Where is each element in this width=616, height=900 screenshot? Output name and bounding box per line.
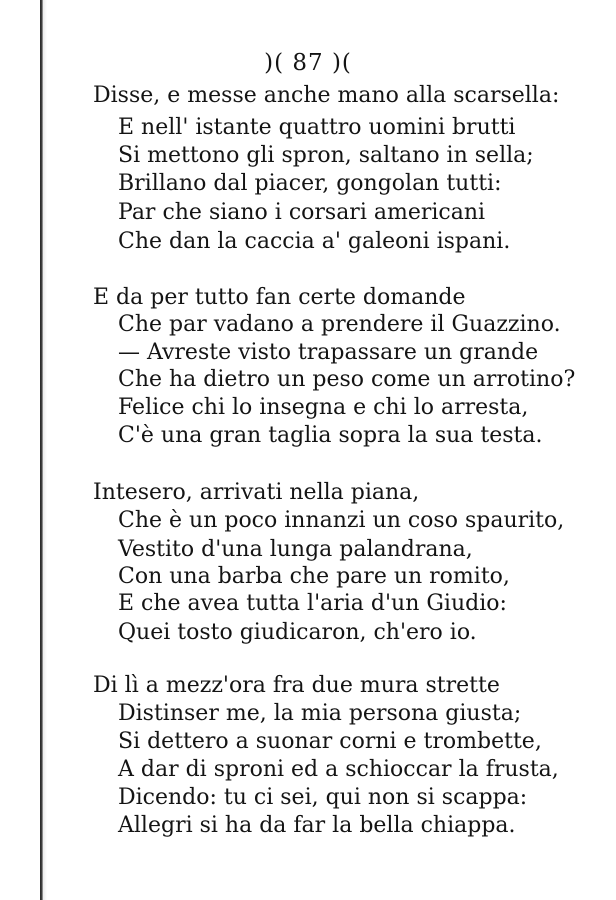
- verse-line: E che avea tutta l'aria d'un Giudio:: [118, 591, 507, 616]
- verse-line: Vestito d'una lunga palandrana,: [118, 537, 473, 562]
- verse-line: — Avreste visto trapassare un grande: [118, 340, 539, 365]
- verse-line: Distinser me, la mia persona giusta;: [118, 701, 522, 726]
- verse-line: Disse, e messe anche mano alla scarsella:: [93, 83, 560, 108]
- verse-line: Dicendo: tu ci sei, qui non si scappa:: [118, 785, 528, 810]
- verse-line: E da per tutto fan certe domande: [93, 285, 466, 310]
- verse-line: Quei tosto giudicaron, ch'ero io.: [118, 620, 477, 645]
- page-number: )( 87 )(: [264, 50, 352, 76]
- verse-line: E nell' istante quattro uomini brutti: [118, 115, 516, 140]
- verse-line: Felice chi lo insegna e chi lo arresta,: [118, 395, 529, 420]
- verse-line: Si mettono gli spron, saltano in sella;: [118, 143, 534, 168]
- verse-line: Con una barba che pare un romito,: [118, 564, 510, 589]
- verse-line: Di lì a mezz'ora fra due mura strette: [93, 673, 500, 698]
- verse-line: A dar di sproni ed a schioccar la frusta,: [118, 757, 559, 782]
- verse-line: Che dan la caccia a' galeoni ispani.: [118, 229, 511, 254]
- verse-line: Allegri si ha da far la bella chiappa.: [118, 813, 516, 838]
- verse-line: Par che siano i corsari americani: [118, 200, 486, 225]
- verse-line: Che è un poco innanzi un coso spaurito,: [118, 508, 565, 533]
- binding-shadow: [43, 0, 47, 900]
- verse-line: Si dettero a suonar corni e trombette,: [118, 729, 542, 754]
- verse-line: Brillano dal piacer, gongolan tutti:: [118, 171, 502, 196]
- verse-line: Che par vadano a prendere il Guazzino.: [118, 312, 561, 337]
- verse-line: Che ha dietro un peso come un arrotino?: [118, 367, 576, 392]
- verse-line: Intesero, arrivati nella piana,: [93, 480, 420, 505]
- verse-line: C'è una gran taglia sopra la sua testa.: [118, 423, 543, 448]
